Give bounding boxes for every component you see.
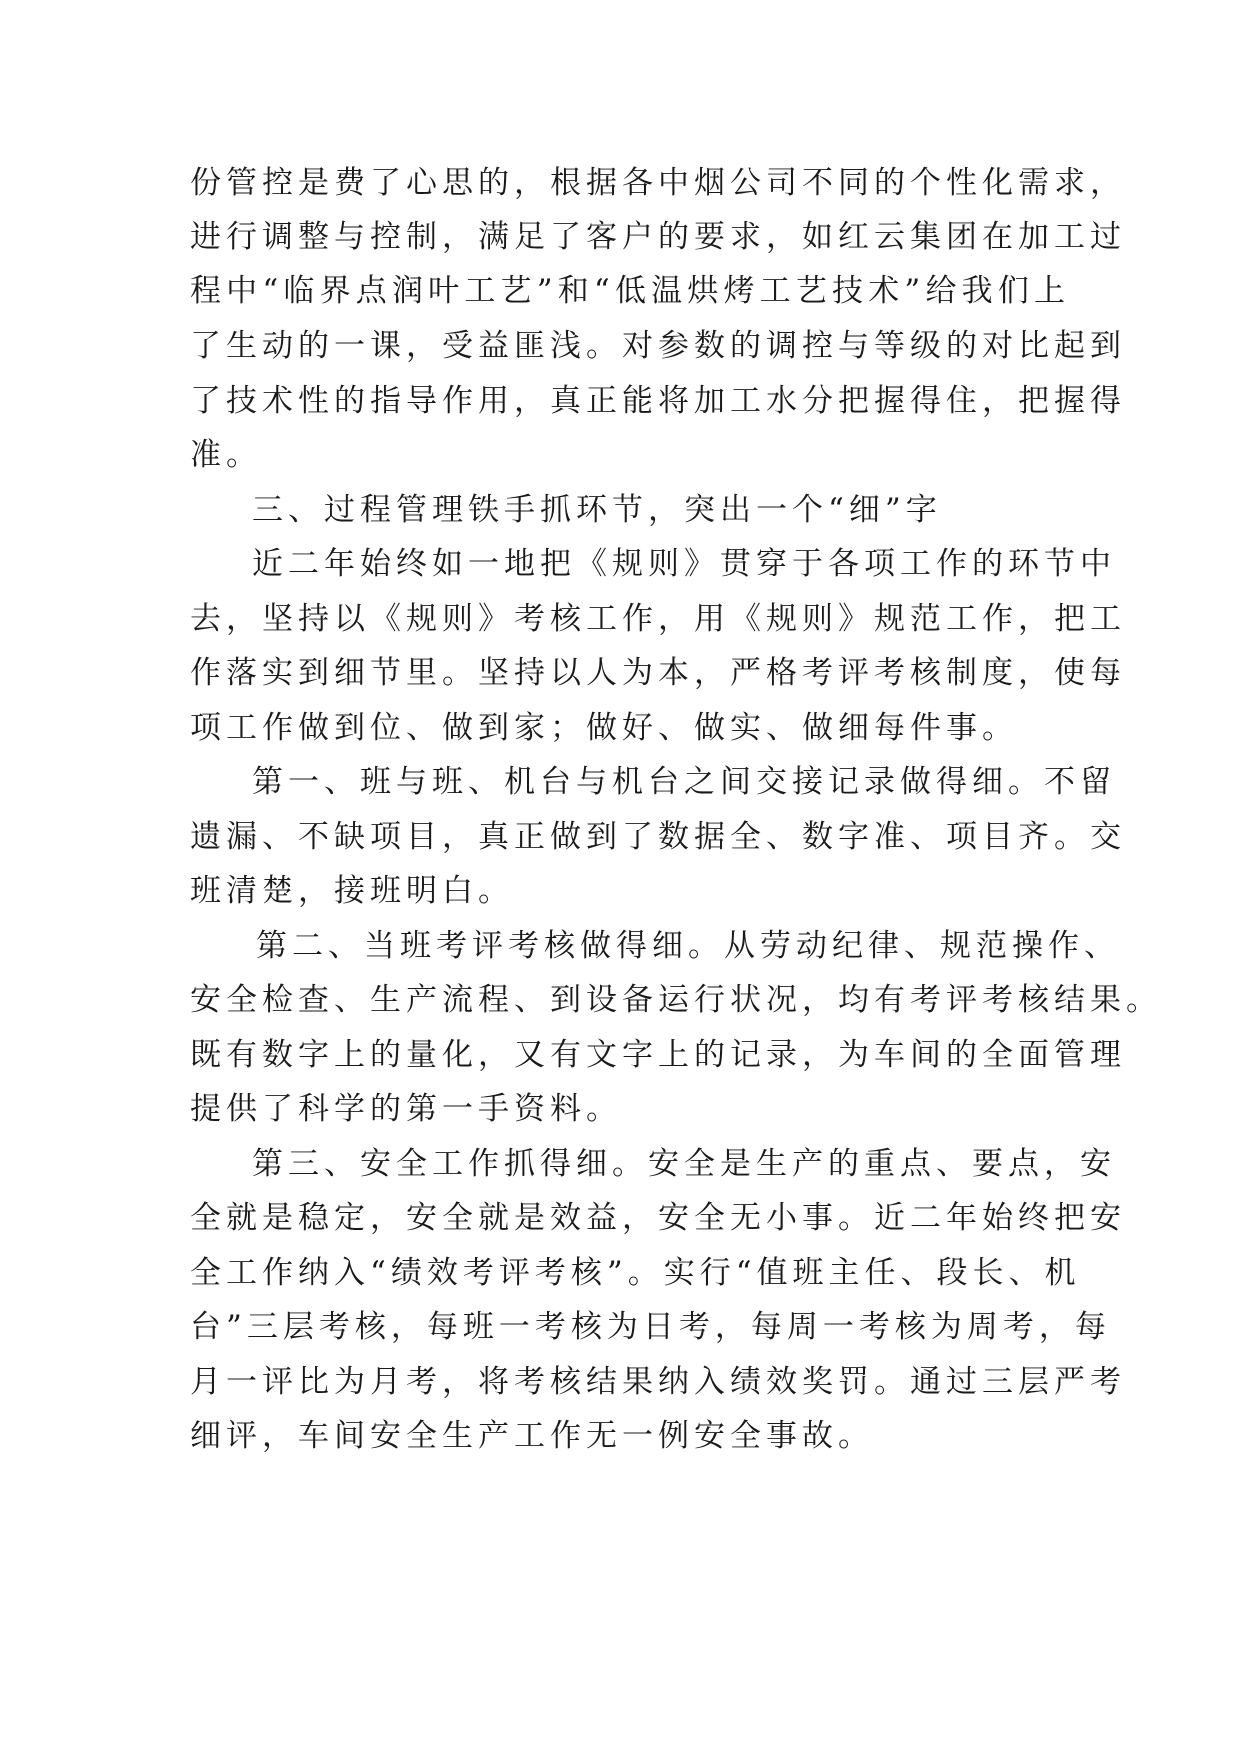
text-line: 程中“临界点润叶工艺”和“低温烘烤工艺技术”给我们上 [190,273,1070,309]
text-line: 全就是稳定，安全就是效益，安全无小事。近二年始终把安 [190,1200,1126,1236]
text-line: 全工作纳入“绩效考评考核”。实行“值班主任、段长、机 [190,1255,1081,1291]
text-line: 遗漏、不缺项目，真正做到了数据全、数字准、项目齐。交 [190,819,1126,855]
text-line: 作落实到细节里。坚持以人为本，严格考评考核制度，使每 [190,655,1126,691]
text-line: 既有数字上的量化，又有文字上的记录，为车间的全面管理 [190,1037,1126,1073]
text-line: 第三、安全工作抓得细。安全是生产的重点、要点，安 [252,1146,1116,1182]
text-line: 进行调整与控制，满足了客户的要求，如红云集团在加工过 [190,219,1126,255]
text-line: 第一、班与班、机台与机台之间交接记录做得细。不留 [252,764,1116,800]
text-line: 月一评比为月考，将考核结果纳入绩效奖罚。通过三层严考 [190,1364,1126,1400]
text-line: 了生动的一课，受益匪浅。对参数的调控与等级的对比起到 [190,328,1126,364]
text-line: 台”三层考核，每班一考核为日考，每周一考核为周考，每 [190,1309,1111,1345]
section-heading: 三、过程管理铁手抓环节，突出一个“细”字 [252,492,942,528]
text-line: 项工作做到位、做到家；做好、做实、做细每件事。 [190,710,1018,746]
text-line: 安全检查、生产流程、到设备运行状况，均有考评考核结果。 [190,982,1162,1018]
text-line: 准。 [190,437,262,473]
text-line: 份管控是费了心思的，根据各中烟公司不同的个性化需求， [190,165,1126,201]
text-line: 去，坚持以《规则》考核工作，用《规则》规范工作，把工 [190,601,1126,637]
text-line: 第二、当班考评考核做得细。从劳动纪律、规范操作、 [256,928,1120,964]
text-line: 细评，车间安全生产工作无一例安全事故。 [190,1418,874,1454]
text-line: 提供了科学的第一手资料。 [190,1091,622,1127]
text-line: 近二年始终如一地把《规则》贯穿于各项工作的环节中 [252,546,1116,582]
text-line: 班清楚，接班明白。 [190,873,514,909]
text-line: 了技术性的指导作用，真正能将加工水分把握得住，把握得 [190,383,1126,419]
